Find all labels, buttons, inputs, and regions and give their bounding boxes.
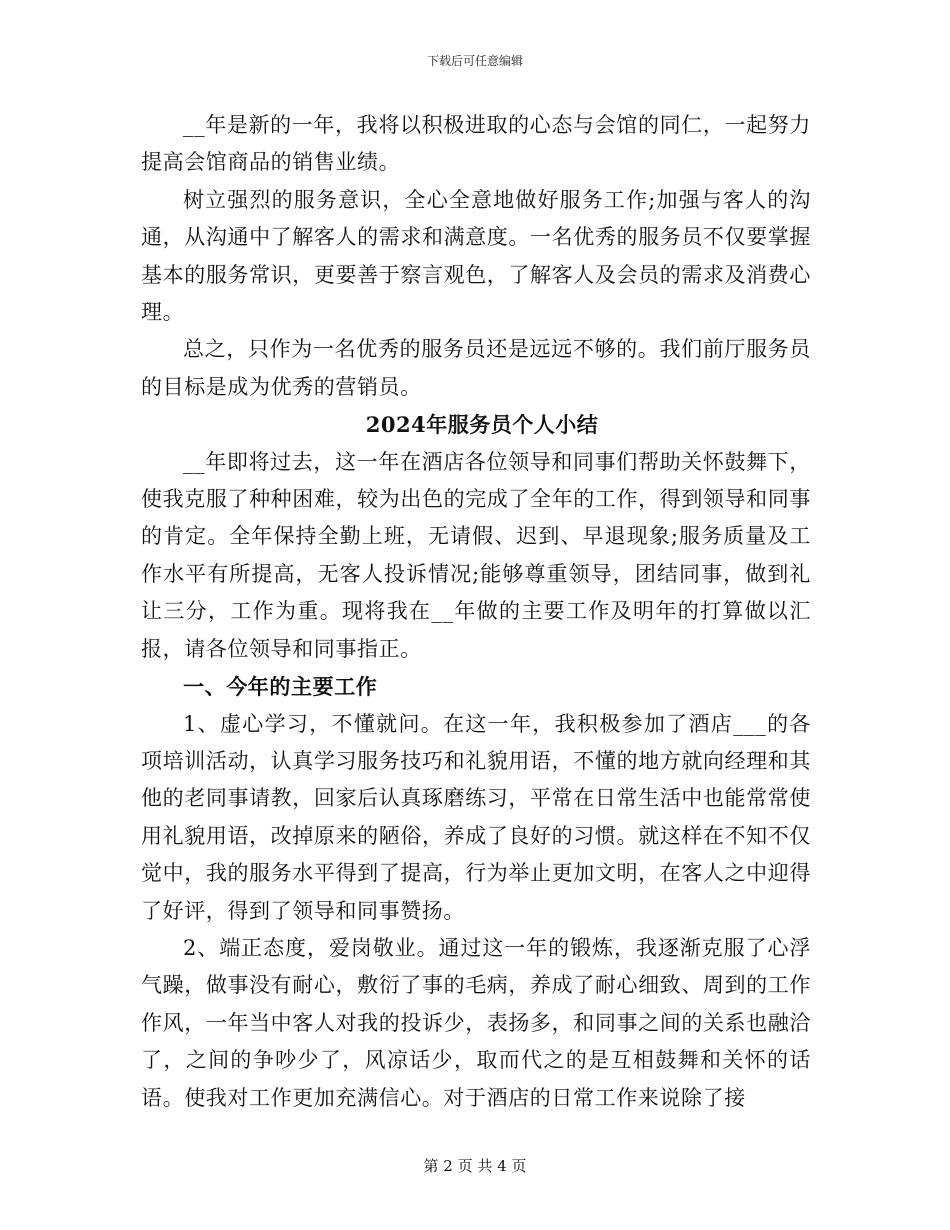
paragraph-new-year-goal: __年是新的一年，我将以积极进取的心态与会馆的同仁，一起努力提高会馆商品的销售业绩。 (141, 113, 811, 175)
page-number-footer: 第 2 页 共 4 页 (423, 1157, 527, 1175)
paragraph-item-1: 1、虚心学习，不懂就问。在这一年，我积极参加了酒店___的各项培训活动，认真学习服务技巧和礼貌用语，不懂的地方就向经理和其他的老同事请教，回家后认真琢磨练习，平常在日常生活中也能常常使用礼貌用语，改掉原来的陋俗，养成了良好的习惯。就这样在不知不仅觉中，我的服务水平得到了提高，行为举止更加文明，在客人之中迎得了好评，得到了领导和同事赞扬。 (141, 711, 811, 923)
paragraph-conclusion: 总之，只作为一名优秀的服务员还是远远不够的。我们前厅服务员的目标是成为优秀的营销员。 (141, 337, 811, 399)
document-body (141, 107, 811, 1117)
paragraph-item-2: 2、端正态度，爱岗敬业。通过这一年的锻炼，我逐渐克服了心浮气躁，做事没有耐心，敷衍了事的毛病，养成了耐心细致、周到的工作作风，一年当中客人对我的投诉少，表扬多，和同事之间的关系也融洽了，之间的争吵少了，风凉话少，取而代之的是互相鼓舞和关怀的话语。使我对工作更加充满信心。对于酒店的日常工作来说除了接 (141, 935, 811, 1110)
paragraph-intro: __年即将过去，这一年在酒店各位领导和同事们帮助关怀鼓舞下，使我克服了种种困难，较为出色的完成了全年的工作，得到领导和同事的肯定。全年保持全勤上班，无请假、迟到、早退现象;服务质量及工作水平有所提高，无客人投诉情况;能够尊重领导，团结同事，做到礼让三分，工作为重。现将我在__年做的主要工作及明年的打算做以汇报，请各位领导和同事指正。 (141, 449, 811, 661)
section-heading-main-work: 一、今年的主要工作 (183, 674, 378, 700)
paragraph-service-awareness: 树立强烈的服务意识，全心全意地做好服务工作;加强与客人的沟通，从沟通中了解客人的需求和满意度。一名优秀的服务员不仅要掌握基本的服务常识，更要善于察言观色，了解客人及会员的需求及消费心理。 (141, 187, 811, 325)
document-title: 2024年服务员个人小结 (365, 412, 599, 438)
page-header: 下载后可任意编辑 (426, 54, 523, 68)
